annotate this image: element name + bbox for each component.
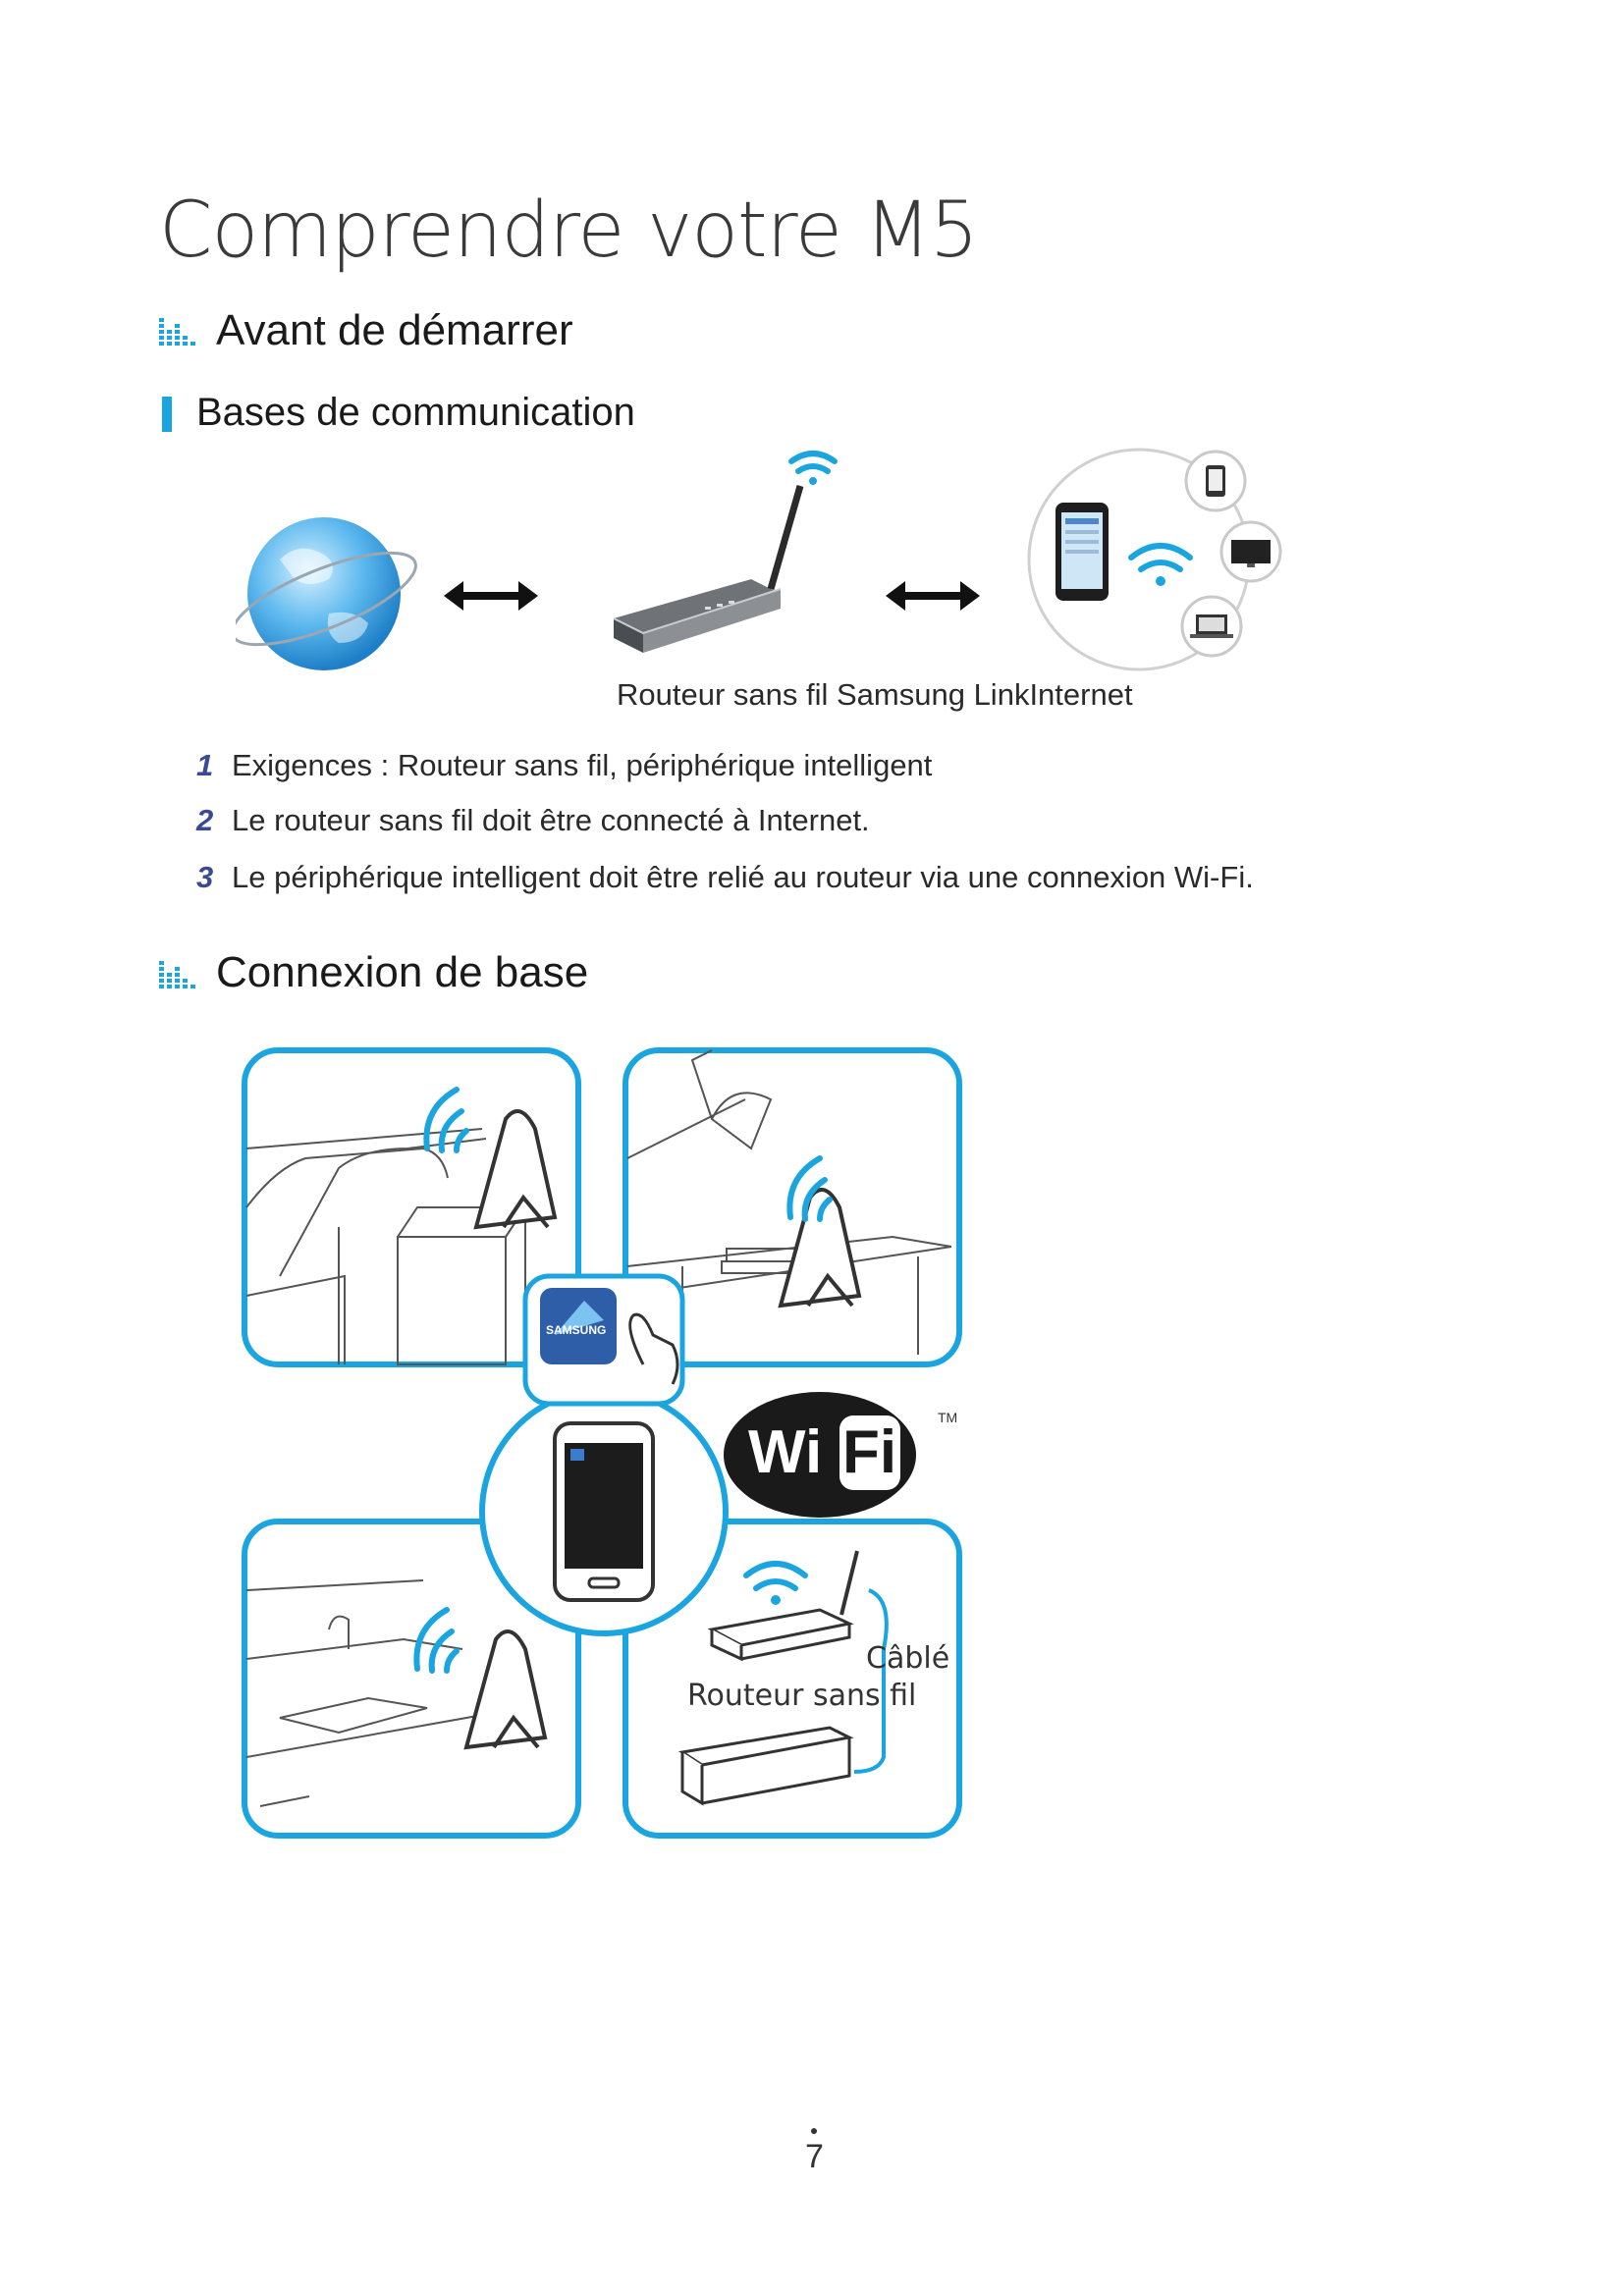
bidirectional-arrow-icon xyxy=(886,581,980,611)
requirement-text: Le routeur sans fil doit être connecté à Internet. xyxy=(232,803,870,837)
requirement-number: 1 xyxy=(196,748,214,782)
router-label: Routeur sans fil xyxy=(687,1679,917,1713)
requirement-number: 2 xyxy=(196,803,214,837)
wifi-logo-right: Fi xyxy=(842,1418,897,1486)
app-bubble xyxy=(525,1276,682,1404)
equalizer-icon xyxy=(159,314,196,347)
requirement-item xyxy=(196,803,870,838)
requirement-number: 3 xyxy=(196,860,214,894)
requirement-text: Le périphérique intelligent doit être relié au routeur via une connexion Wi-Fi. xyxy=(232,860,1254,894)
bidirectional-arrow-icon xyxy=(444,581,538,611)
communication-diagram xyxy=(236,442,1316,677)
wifi-logo-left: Wi xyxy=(748,1418,823,1486)
phone-circle xyxy=(482,1390,726,1633)
subheading-bases: Bases de communication xyxy=(196,391,635,434)
wifi-signal-icon xyxy=(791,454,835,485)
requirement-item xyxy=(196,860,1254,895)
equalizer-icon xyxy=(159,957,196,990)
smart-device-cluster xyxy=(1029,450,1280,669)
wired-label: Câblé xyxy=(866,1641,950,1676)
app-label: SAMSUNG xyxy=(546,1323,607,1337)
wifi-logo-tm: TM xyxy=(938,1410,958,1425)
section-heading-avant: Avant de démarrer xyxy=(216,306,573,354)
router-icon xyxy=(614,486,800,653)
requirement-text: Exigences : Routeur sans fil, périphérique intelligent xyxy=(232,748,933,782)
router-caption: Routeur sans fil Samsung LinkInternet xyxy=(617,677,1133,712)
section-heading-connexion: Connexion de base xyxy=(216,948,589,996)
page-number: 7 xyxy=(805,2138,824,2175)
page-title: Comprendre votre M5 xyxy=(159,187,978,275)
globe-icon xyxy=(236,517,426,670)
page-dot xyxy=(811,2128,817,2134)
subheading-bar xyxy=(162,397,172,432)
requirement-item xyxy=(196,748,932,783)
